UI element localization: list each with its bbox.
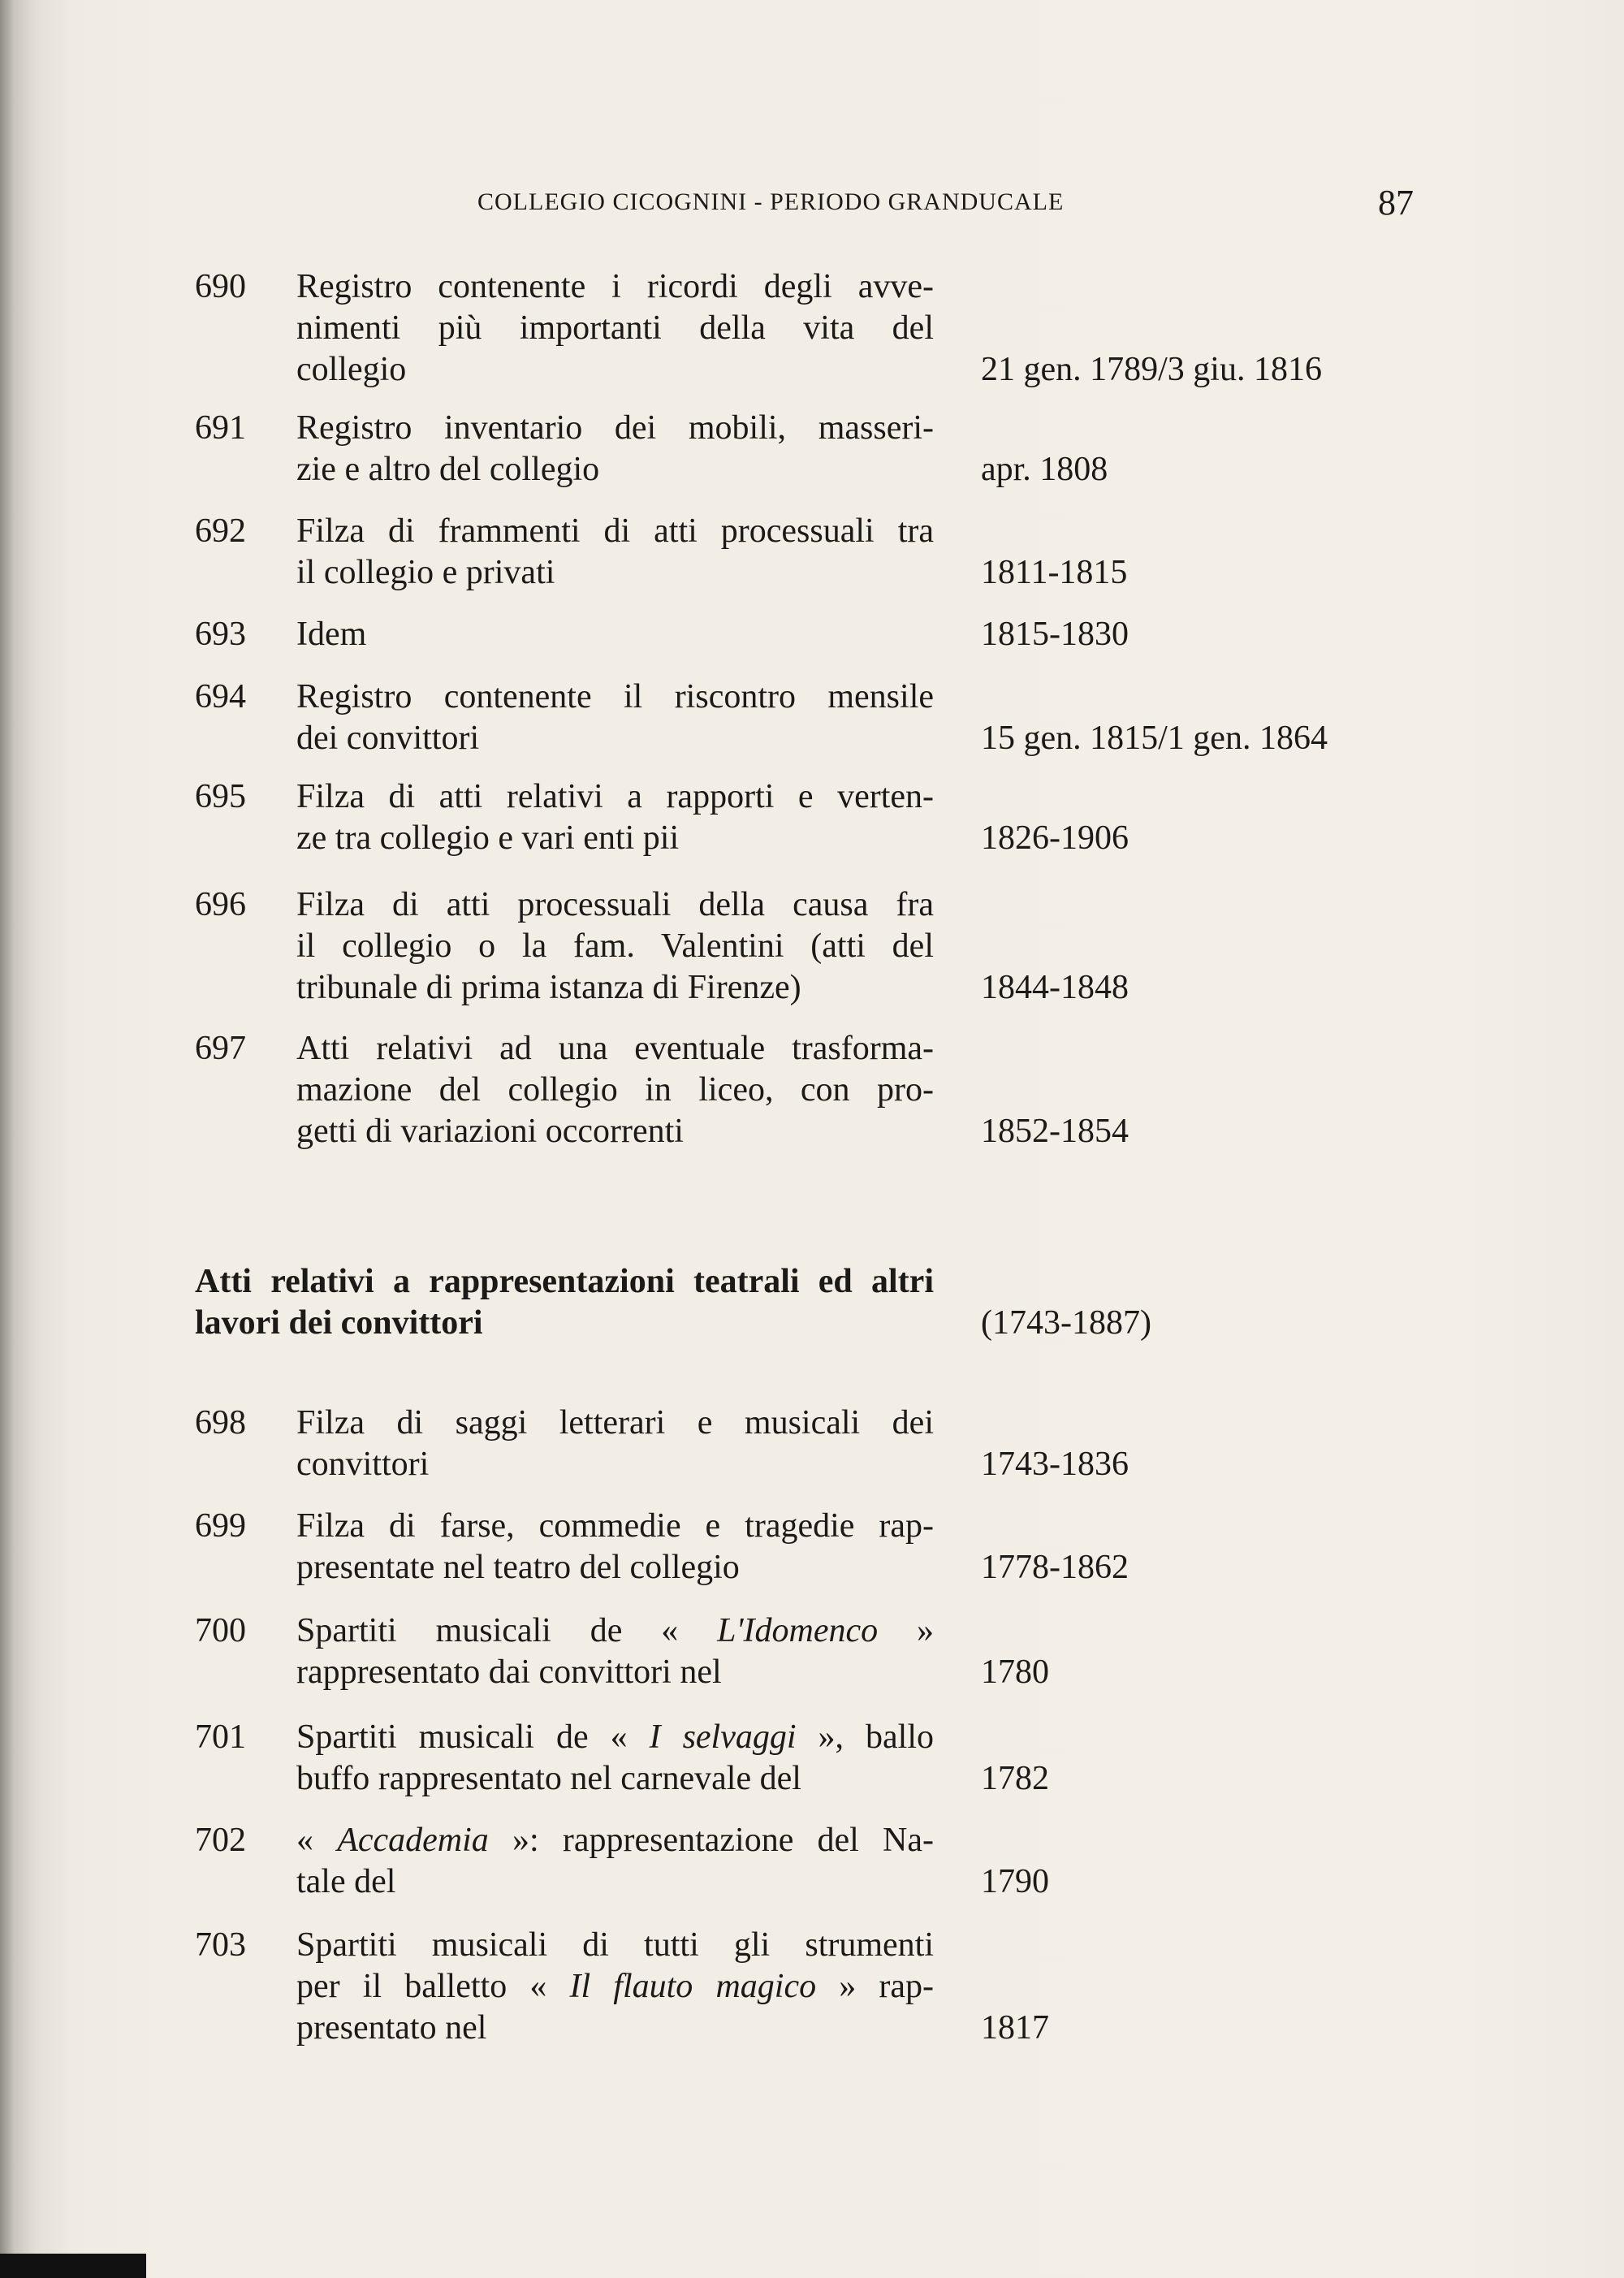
description-line: Filza di frammenti di atti processuali tra xyxy=(296,512,934,550)
description-line: ze tra collegio e vari enti pii xyxy=(296,819,680,857)
entry-date: 1811-1815 xyxy=(981,554,1128,591)
description-line: Spartiti musicali di tutti gli strumenti xyxy=(296,1926,934,1964)
description-line: Registro contenente il riscontro mensile xyxy=(296,678,934,715)
entry-date: 1790 xyxy=(981,1863,1049,1900)
entry-date: 1778-1862 xyxy=(981,1549,1129,1586)
page-number: 87 xyxy=(1378,183,1414,223)
entry-description xyxy=(296,1506,934,1589)
description-line: Filza di atti relativi a rapporti e verten- xyxy=(296,778,934,815)
entry-description xyxy=(296,884,934,1009)
italic-title: L'Idomenco xyxy=(717,1612,879,1649)
description-line: dei convittori xyxy=(296,720,480,757)
italic-title: Il flauto magico xyxy=(569,1968,817,2005)
entry-date: 1815-1830 xyxy=(981,616,1129,653)
description-line: tale del xyxy=(296,1863,396,1900)
description-line: Filza di atti processuali della causa fra xyxy=(296,886,934,923)
entry-number: 694 xyxy=(195,678,246,715)
entry-date: 1852-1854 xyxy=(981,1113,1129,1150)
description-line: convittori xyxy=(296,1446,430,1483)
entry-description xyxy=(296,614,934,655)
running-title: COLLEGIO CICOGNINI - PERIODO GRANDUCALE xyxy=(477,188,1065,215)
entry-date: 1817 xyxy=(981,2009,1049,2047)
description-line: Atti relativi ad una eventuale trasforma- xyxy=(296,1030,934,1067)
description-line: buffo rappresentato nel carnevale del xyxy=(296,1760,801,1797)
description-line: getti di variazioni occorrenti xyxy=(296,1113,684,1150)
entry-description xyxy=(296,776,934,859)
entry-number: 697 xyxy=(195,1030,246,1067)
italic-title: Accademia xyxy=(337,1822,489,1859)
section-heading-line: lavori dei convittori xyxy=(195,1304,483,1342)
entry-date: 1780 xyxy=(981,1653,1049,1691)
entry-description xyxy=(296,1028,934,1152)
description-line: Spartiti musicali de « L'Idomenco » xyxy=(296,1612,935,1649)
entry-description xyxy=(296,1403,934,1485)
entry-description xyxy=(296,511,934,594)
entry-number: 693 xyxy=(195,616,246,653)
entry-number: 703 xyxy=(195,1926,246,1964)
entry-number: 691 xyxy=(195,409,246,447)
section-date-range: (1743-1887) xyxy=(981,1304,1151,1342)
entry-number: 690 xyxy=(195,268,246,305)
description-line: nimenti più importanti della vita del xyxy=(296,309,934,347)
description-line: per il balletto « Il flauto magico » rap- xyxy=(296,1968,934,2005)
entry-number: 696 xyxy=(195,886,246,923)
description-line: Idem xyxy=(296,616,367,653)
description-line: presentate nel teatro del collegio xyxy=(296,1549,740,1586)
italic-title: I selvaggi xyxy=(649,1718,797,1756)
description-line: collegio xyxy=(296,351,407,388)
entry-number: 702 xyxy=(195,1822,246,1859)
description-line: il collegio e privati xyxy=(296,554,555,591)
entry-description xyxy=(296,1925,934,2049)
entry-date: 15 gen. 1815/1 gen. 1864 xyxy=(981,720,1328,757)
description-line: Filza di saggi letterari e musicali dei xyxy=(296,1404,934,1442)
description-line: Registro contenente i ricordi degli avve- xyxy=(296,268,934,305)
entry-number: 700 xyxy=(195,1612,246,1649)
scan-edge xyxy=(0,2254,146,2278)
description-line: Filza di farse, commedie e tragedie rap- xyxy=(296,1507,934,1545)
entry-number: 692 xyxy=(195,512,246,550)
entry-description xyxy=(296,266,934,391)
entry-description xyxy=(296,1717,934,1800)
entry-date: 1782 xyxy=(981,1760,1049,1797)
entry-date: apr. 1808 xyxy=(981,451,1108,488)
description-line: « Accademia »: rappresentazione del Na- xyxy=(296,1822,935,1859)
entry-number: 695 xyxy=(195,778,246,815)
description-line: tribunale di prima istanza di Firenze) xyxy=(296,969,801,1006)
description-line: il collegio o la fam. Valentini (atti del xyxy=(296,927,934,965)
entry-description xyxy=(296,676,934,759)
description-line: presentato nel xyxy=(296,2009,487,2047)
entry-date: 1826-1906 xyxy=(981,819,1129,857)
entry-date: 1743-1836 xyxy=(981,1446,1129,1483)
entry-number: 698 xyxy=(195,1404,246,1442)
description-line: Registro inventario dei mobili, masseri- xyxy=(296,409,934,447)
entry-date: 21 gen. 1789/3 giu. 1816 xyxy=(981,351,1322,388)
entry-number: 699 xyxy=(195,1507,246,1545)
description-line: rappresentato dai convittori nel xyxy=(296,1653,722,1691)
description-line: zie e altro del collegio xyxy=(296,451,600,488)
entry-number: 701 xyxy=(195,1718,246,1756)
entry-description xyxy=(296,1610,934,1693)
section-heading-line: Atti relativi a rappresentazioni teatrali ed altri xyxy=(195,1263,934,1300)
entry-description xyxy=(296,1820,934,1903)
description-line: mazione del collegio in liceo, con pro- xyxy=(296,1071,934,1109)
description-line: Spartiti musicali de « I selvaggi », ballo xyxy=(296,1718,935,1756)
entry-date: 1844-1848 xyxy=(981,969,1129,1006)
entry-description xyxy=(296,408,934,491)
